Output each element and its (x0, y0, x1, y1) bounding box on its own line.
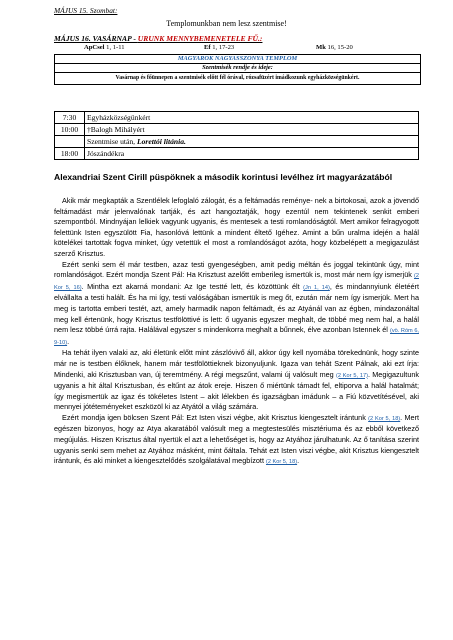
table-row (55, 112, 419, 124)
rosary-info: Vasárnap és főünnepen a szentmisék előtt fél órával, rózsafüzért imádkozunk egyházközségünkért. (115, 75, 360, 81)
table-row (55, 124, 419, 136)
readings-line (54, 44, 419, 53)
paragraph-text: . (67, 336, 70, 346)
paragraph-text: Akik már megkapták a Szentlélek lefoglaló zálogát, és a feltámadás reménye- nek a birtokosai, azok a jövendő feltámadást már jelenvalónak tartják, és azt hangoztatják, hogy ezentúl nem tekintenek senkit emberi szempontból. Mindnyájan lelkiek vagyunk ugyanis, és mentesek a testi romlandóságtól. Mert amikor felragyogott felettünk Isten egyszülött Fia, hasonlóvá lettünk a mindent éltető Igéhez. Amint a bűn uralma idején a halál kötelékei tartottak fogva minket, úgy vetettük el most a romlandóságot azóta, hogy közbelépett a megigazulást szerző Krisztus. (54, 196, 419, 258)
litany-note: Lorettói litánia. (136, 137, 186, 146)
mass-time: 10:00 (55, 124, 85, 136)
scripture-reference-link[interactable]: (2 Kor 5, 18) (368, 415, 401, 422)
paragraph-text: Ezért mondja igen bölcsen Szent Pál: Ezt Isten viszi végbe, akit Krisztus kiengesztelt irántunk (62, 412, 369, 422)
article-paragraph (54, 413, 419, 468)
saturday-note: Templomunkban nem lesz szentmise! (166, 19, 287, 28)
table-row (55, 148, 419, 160)
paragraph-text: . Mintha ezt akarná mondani: Az Ige testté lett, és közöttünk élt (81, 281, 304, 291)
mass-intention: Jószándékra (85, 148, 419, 160)
paragraph-text: Ezért senki sem él már testben, azaz testi gyengeségben, amit pedig méltán és joggal tekintünk úgy, mint romlandóságot. Ezért mondja Szent Pál: Ha Krisztust azelőtt emberileg ismertük is, most már nem így ismerjük (54, 259, 419, 280)
paragraph-text: . Megigazultunk ugyanis a hit által Krisztusban, és eltűnt az átok ereje. Hiszen ő miértünk támadt fel, eltiporva a halál hatalmát; így megismertük az igaz és tökéletes Istent – akit lélekben és igazságban imádunk – a Fiú közvetítésével, aki mennyei jótéteményeket eszközöl ki az Atyától a világ számára. (54, 369, 420, 412)
scripture-reference-link[interactable]: (vö. Róm 6, 9-10) (54, 328, 419, 346)
article-body (54, 196, 419, 468)
mass-time: 18:00 (55, 148, 85, 160)
paragraph-text: , és mindannyiunk életéért elvállalta a testi halált. És ha mi így, testi valóságában ismertük is meg őt, ezután már nem így ismerjük. Mert ha meg is tartotta emberi testét, azt, amely harmadik napon feltámadt, és az Atyánál van az égben, mindazonáltal meg kell értenünk, hogy Krisztus testfölöttivé is lett: ő ugyanis egyszer meghalt, de többé meg nem hal, a halál nem lesz többé úrrá rajta. Halálával egyszer s mindenkorra meghalt a bűnnek, élve azonban Istennek él (54, 281, 419, 335)
saturday-heading: MÁJUS 15. Szombat: (54, 6, 118, 15)
article-paragraph (54, 196, 419, 260)
church-header-box (54, 54, 421, 85)
sunday-date: MÁJUS 16. VASÁRNAP - (54, 34, 138, 43)
scripture-reference-link[interactable]: (2 Kor 5, 16) (54, 273, 419, 291)
paragraph-text: . (297, 456, 300, 466)
reading-1: ApCsel 1, 1-11 (84, 44, 125, 51)
sunday-heading (54, 34, 262, 43)
reading-3: Mk 16, 15-20 (316, 44, 353, 51)
article-paragraph (54, 348, 419, 413)
sunday-feast: URUNK MENNYBEMENETELE FŰ.: (137, 34, 263, 43)
schedule-subtitle: Szentmisék rendje és ideje: (55, 64, 420, 73)
mass-intention: Szentmise után, Lorettói litánia. (85, 136, 419, 148)
table-row (55, 136, 419, 148)
mass-intention: Egyházközségünkért (85, 112, 419, 124)
mass-intention: †Balogh Mihályért (85, 124, 419, 136)
article-paragraph (54, 260, 419, 349)
scripture-reference-link[interactable]: (2 Kor 5, 18) (265, 459, 298, 466)
article-title: Alexandriai Szent Cirill püspöknek a második korintusi levélhez írt magyarázatából (54, 172, 393, 182)
paragraph-text: . Mert egészen bizonyos, hogy az Atya akaratából valósult meg a megtestesülés misztériuma és az ebből következő megújulás. Hiszen Krisztus által nyertük el azt a lehetőséget is, hogy az Atyához járulhatunk. Az ő tanítása szerint ugyanis senki sem mehet az Atyához másként, mint őáltala. Tehát ezt Isten viszi végbe, akit Krisztus kiengesztelt irántunk, és aki minket a kiengesztelődés szolgálatával megbízott (54, 412, 420, 466)
church-name: MAGYAROK NAGYASSZONYA TEMPLOM (55, 55, 420, 64)
mass-time (55, 136, 85, 148)
scripture-reference-link[interactable]: (Jn 1, 14) (303, 284, 330, 291)
paragraph-text: Ha tehát ilyen valaki az, aki életünk előtt mint zászlóvivő áll, akkor úgy kell nyomába törekednünk, hogy szinte már ne is testben élőknek, hanem már testfölöttieknek bizonyuljunk. Igaza van tehát Szent Pálnak, aki ezt írja: Mindenki, aki Krisztusban van, új teremtmény. A régi megszűnt, valami új valósult meg (54, 348, 419, 379)
reading-2: Ef 1, 17-23 (204, 44, 235, 51)
mass-time: 7:30 (55, 112, 85, 124)
mass-schedule-table (54, 111, 419, 160)
scripture-reference-link[interactable]: (2 Kor 5, 17) (336, 372, 368, 379)
